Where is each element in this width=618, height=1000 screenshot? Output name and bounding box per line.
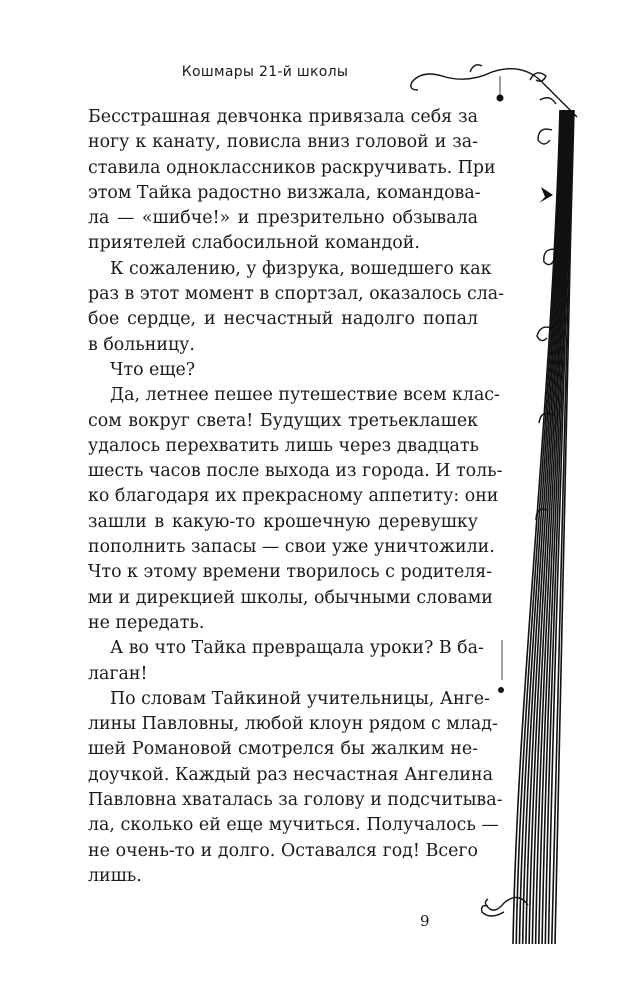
running-title: Кошмары 21-й школы	[181, 64, 349, 80]
text-line: бое сердце, и несчастный надолго попал	[88, 309, 478, 330]
text-line: шей Романовой смотрелся бы жалким не-	[88, 739, 478, 760]
text-line: лишь.	[88, 865, 142, 886]
text-line: раз в этот момент в спортзал, оказалось сла-	[88, 284, 505, 305]
text-line: ми и дирекцией школы, обычными словами	[88, 587, 493, 608]
text-line: Да, летнее пешее путешествие всем клас-	[110, 385, 500, 406]
text-line: зашли в какую-то крошечную деревушку	[88, 511, 478, 532]
text-line: По словам Тайкиной учительницы, Анге-	[110, 688, 490, 709]
text-line: Что к этому времени творилось с родителя-	[88, 562, 493, 583]
text-line: ко благодаря их прекрасному аппетиту: они	[88, 486, 499, 507]
text-line: не очень-то и долго. Оставался год! Всего	[88, 840, 478, 861]
text-line: ла — «шибче!» и презрительно обзывала	[88, 208, 478, 229]
text-line: А во что Тайка превращала уроки? В ба-	[110, 638, 484, 659]
text-line: доучкой. Каждый раз несчастная Ангелина	[88, 764, 493, 785]
text-line: не передать.	[88, 612, 205, 633]
text-line: сом вокруг света! Будущих третьеклашек	[88, 410, 478, 431]
text-line: в больницу.	[88, 334, 195, 355]
page-number: 9	[420, 912, 430, 930]
text-line: лины Павловны, любой клоун рядом с млад-	[88, 714, 498, 735]
text-line: пополнить запасы — свои уже уничтожили.	[88, 537, 495, 558]
text-line: К сожалению, у физрука, вошедшего как	[110, 258, 492, 279]
text-line: Павловна хваталась за голову и подсчитыва-	[88, 790, 503, 811]
text-line: ставила одноклассников раскручивать. При	[88, 157, 496, 178]
text-line: лаган!	[88, 663, 148, 684]
text-line: ла, сколько ей еще мучиться. Получалось —	[88, 815, 499, 836]
text-line: приятелей слабосильной командой.	[88, 233, 420, 254]
text-line: этом Тайка радостно визжала, командова-	[88, 182, 481, 203]
text-line: шесть часов после выхода из города. И толь-	[88, 461, 503, 482]
text-line: ногу к канату, повисла вниз головой и за-	[88, 132, 478, 153]
text-line: удалось перехватить лишь через двадцать	[88, 435, 479, 456]
text-line: Бесстрашная девчонка привязала себя за	[88, 107, 478, 127]
text-line: Что еще?	[110, 359, 196, 380]
